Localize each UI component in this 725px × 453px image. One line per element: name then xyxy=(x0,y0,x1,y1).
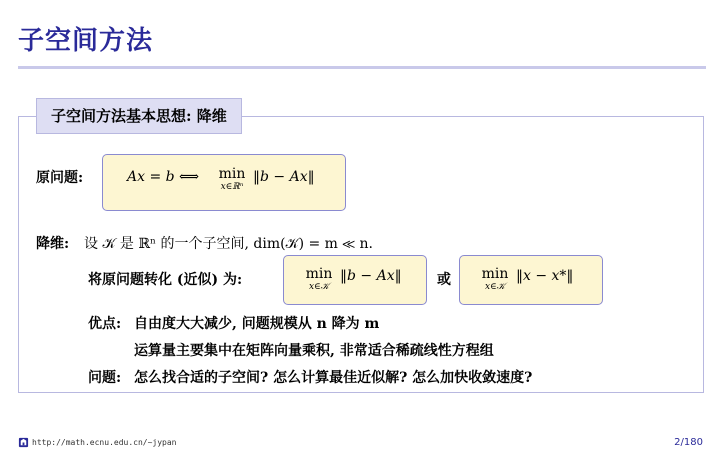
or-text: 或 xyxy=(437,272,451,288)
option2-objective: ‖x − x*‖ xyxy=(516,268,574,284)
problem-min-operator xyxy=(213,166,251,192)
option1-formula-box xyxy=(283,255,427,305)
problem-min: min xyxy=(218,166,246,182)
problem-formula-box xyxy=(102,154,346,211)
slide-title: 子空间方法 xyxy=(18,26,154,56)
option2-min-subscript: x∈𝒦 xyxy=(484,282,506,292)
title-divider xyxy=(18,66,706,69)
problem-equation: Ax = b ⟺ xyxy=(127,169,200,185)
option1-objective: ‖b − Ax‖ xyxy=(340,268,402,284)
advantage-line-1: 自由度大大减少, 问题规模从 n 降为 m xyxy=(134,316,380,332)
option2-min: min xyxy=(481,266,509,282)
transform-text: 将原问题转化 (近似) 为: xyxy=(88,272,243,288)
questions-label: 问题: xyxy=(88,370,122,386)
page-number: 2/180 xyxy=(674,437,703,448)
problem-objective: ‖b − Ax‖ xyxy=(253,169,315,185)
reduction-label: 降维: xyxy=(36,236,70,252)
option2-min-operator xyxy=(476,266,514,292)
university-logo-icon xyxy=(18,437,29,448)
footer-url-link[interactable]: http://math.ecnu.edu.cn/~jypan xyxy=(32,438,177,447)
option1-min-subscript: x∈𝒦 xyxy=(308,282,330,292)
option2-formula-box xyxy=(459,255,603,305)
block-title: 子空间方法基本思想: 降维 xyxy=(36,98,242,134)
option1-min-operator xyxy=(300,266,338,292)
problem-label: 原问题: xyxy=(36,170,84,186)
advantages-label: 优点: xyxy=(88,316,122,332)
problem-min-subscript: x∈ℝⁿ xyxy=(220,182,244,192)
questions-text: 怎么找合适的子空间? 怎么计算最佳近似解? 怎么加快收敛速度? xyxy=(134,370,533,386)
option1-min: min xyxy=(305,266,333,282)
advantage-line-2: 运算量主要集中在矩阵向量乘积, 非常适合稀疏线性方程组 xyxy=(134,343,494,359)
reduction-statement: 设 𝒦 是 ℝⁿ 的一个子空间, dim(𝒦) = m ≪ n. xyxy=(84,236,373,252)
